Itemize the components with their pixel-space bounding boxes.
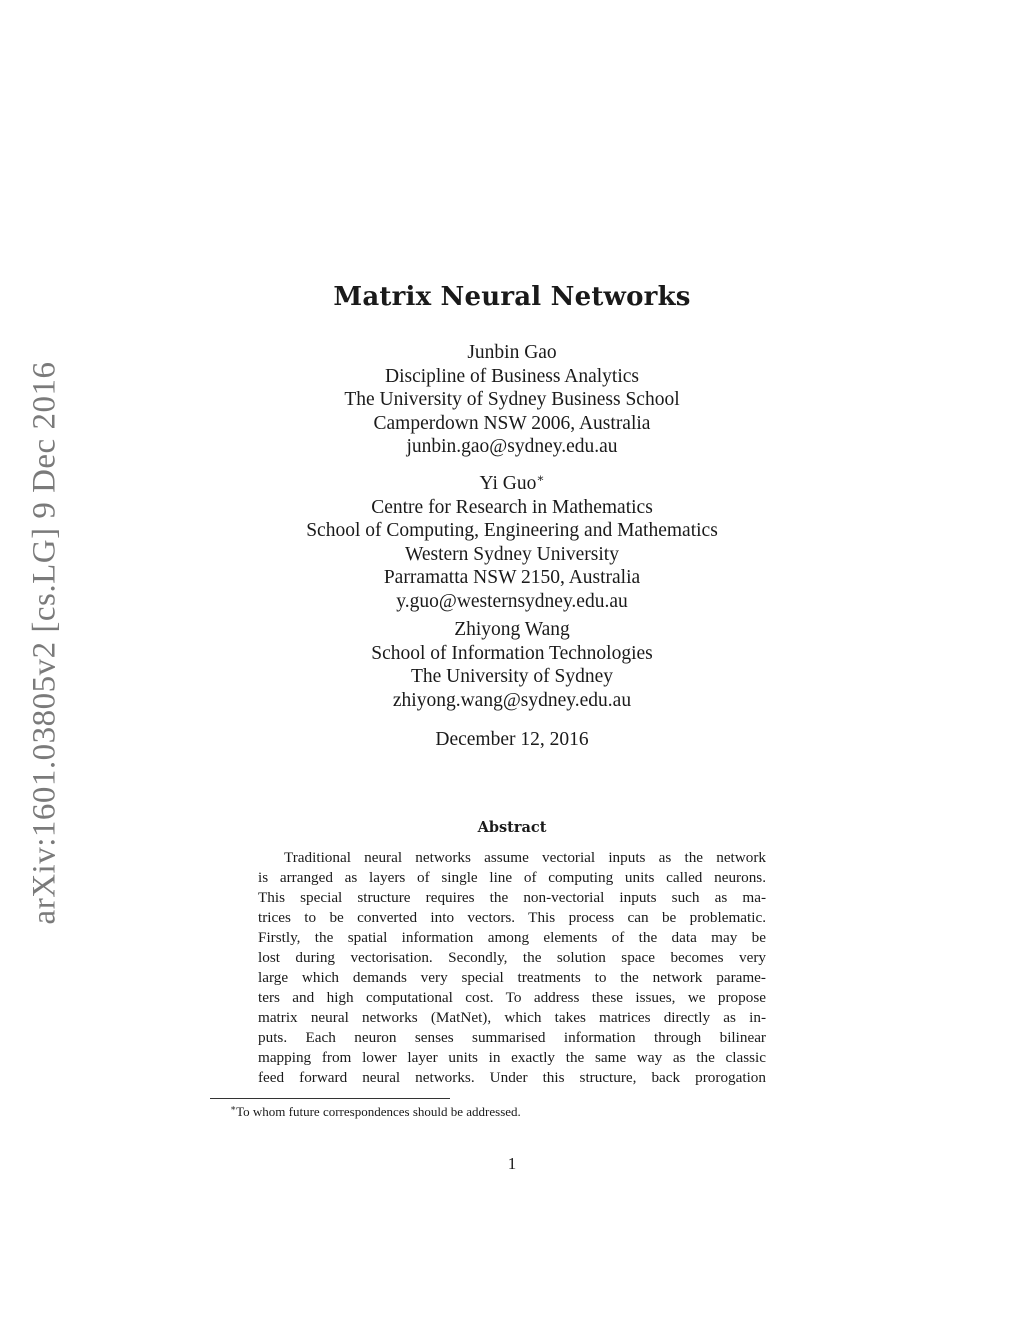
paper-title: Matrix Neural Networks — [333, 282, 691, 312]
author-block-wang — [0, 618, 1024, 712]
abstract-line: is arranged as layers of single line of computing units called neurons. — [258, 869, 766, 886]
abstract-line: puts. Each neuron senses summarised information through bilinear — [258, 1029, 766, 1046]
abstract-line: ters and high computational cost. To address these issues, we propose — [258, 989, 766, 1006]
author-affiliation-line: School of Computing, Engineering and Mathematics — [306, 520, 718, 541]
author-email: y.guo@westernsydney.edu.au — [396, 590, 628, 612]
abstract-line: trices to be converted into vectors. This process can be problematic. — [258, 909, 766, 926]
abstract-line: mapping from lower layer units in exactly the same way as the classic — [258, 1049, 766, 1066]
author-block-gao — [0, 341, 1024, 459]
author-affiliation-line: Camperdown NSW 2006, Australia — [373, 412, 651, 434]
author-email: junbin.gao@sydney.edu.au — [406, 436, 618, 457]
footnote-marker: ∗ — [536, 471, 545, 485]
footnote-text: To whom future correspondences should be addressed. — [236, 1104, 521, 1119]
abstract-heading: Abstract — [477, 819, 547, 836]
author-affiliation-line: The University of Sydney Business School — [344, 389, 680, 410]
abstract-line: large which demands very special treatments to the network parame- — [258, 969, 766, 986]
footnote — [230, 1103, 521, 1120]
author-affiliation-line: Western Sydney University — [405, 543, 619, 565]
abstract-body — [258, 848, 766, 1088]
author-name: Zhiyong Wang — [454, 619, 570, 640]
author-name: Junbin Gao — [467, 342, 557, 363]
arxiv-identifier-stamp: arXiv:1601.03805v2 [cs.LG] 9 Dec 2016 — [26, 361, 63, 925]
abstract-line: Firstly, the spatial information among elements of the data may be — [258, 929, 766, 946]
author-affiliation-line: The University of Sydney — [410, 666, 613, 687]
abstract-line: lost during vectorisation. Secondly, the solution space becomes very — [258, 949, 766, 966]
author-affiliation-line: Centre for Research in Mathematics — [371, 496, 653, 518]
page-number: 1 — [507, 1154, 517, 1173]
publication-date: December 12, 2016 — [435, 729, 589, 750]
abstract-line: feed forward neural networks. Under this structure, back prorogation — [258, 1069, 766, 1086]
footnote-divider — [210, 1098, 450, 1099]
author-email: zhiyong.wang@sydney.edu.au — [392, 689, 632, 711]
author-affiliation-line: Discipline of Business Analytics — [384, 365, 640, 387]
abstract-line: This special structure requires the non-vectorial inputs such as ma- — [258, 889, 766, 906]
abstract-line: matrix neural networks (MatNet), which takes matrices directly as in- — [258, 1009, 766, 1026]
abstract-line: Traditional neural networks assume vectorial inputs as the network — [284, 849, 766, 866]
footnote-marker: ∗ — [230, 1103, 237, 1113]
author-block-guo — [0, 467, 1024, 613]
author-name: Yi Guo — [479, 473, 537, 494]
author-name-row — [0, 467, 1024, 496]
author-affiliation-line: Parramatta NSW 2150, Australia — [383, 567, 641, 588]
author-affiliation-line: School of Information Technologies — [371, 642, 653, 664]
